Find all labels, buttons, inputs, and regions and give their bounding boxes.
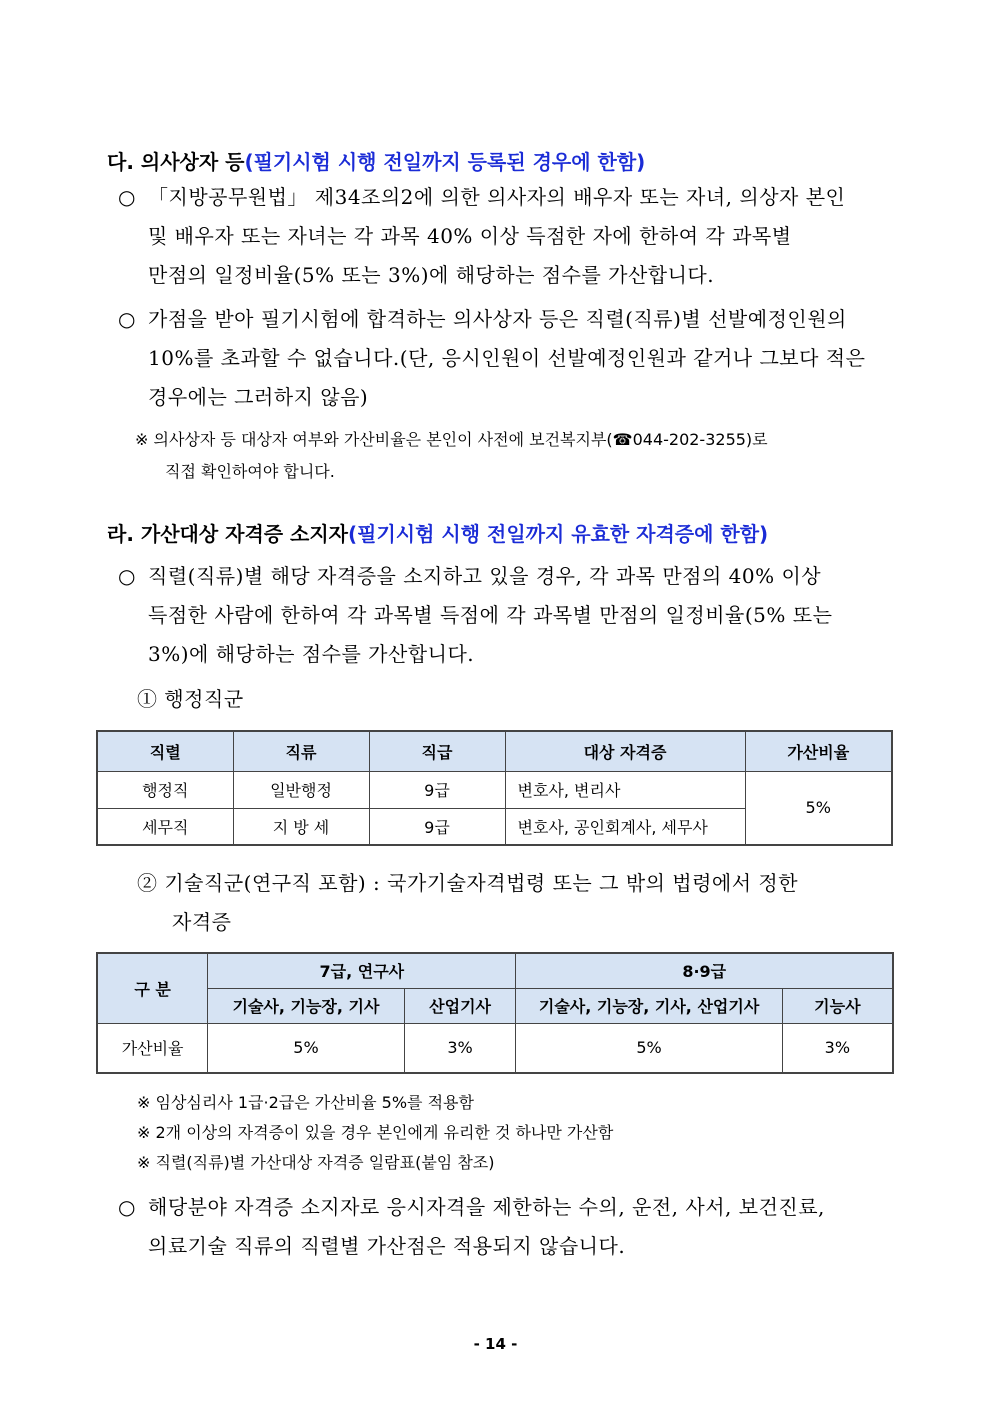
tech-certificate-table — [96, 952, 894, 1074]
section-ra-bullet-1 — [118, 557, 908, 674]
header-cell: 구 분 — [97, 953, 208, 1023]
table-cell: 변호사, 공인회계사, 세무사 — [505, 808, 745, 845]
section-ra-notes — [137, 1088, 907, 1178]
header-cell: 직렬 — [97, 731, 233, 771]
paragraph-line: 「지방공무원법」 제34조의2에 의한 의사자의 배우자 또는 자녀, 의상자 본인 — [148, 185, 846, 209]
page-number: - 14 - — [473, 1335, 518, 1353]
table-cell: 지 방 세 — [233, 808, 369, 845]
table-cell: 5% — [208, 1023, 404, 1073]
bullet-icon: ○ — [118, 564, 136, 588]
bullet-icon: ○ — [118, 1195, 136, 1219]
note-line: ※ 의사상자 등 대상자 여부와 가산비율은 본인이 사전에 보건복지부(☎044-202-3255)로 — [135, 430, 768, 449]
table-cell: 변호사, 변리사 — [505, 771, 745, 808]
section-da-bullet-2 — [118, 300, 908, 417]
header-cell: 기능사 — [782, 988, 893, 1023]
paragraph-line: 득점한 사람에 한하여 각 과목별 득점에 각 과목별 만점의 일정비율(5% 또는 — [148, 603, 833, 627]
paragraph-line: ② 기술직군(연구직 포함) : 국가기술자격법령 또는 그 밖의 법령에서 정한 — [137, 871, 799, 895]
section-da-title-highlight: (필기시험 시행 전일까지 등록된 경우에 한함) — [244, 150, 646, 174]
header-cell: 직류 — [233, 731, 369, 771]
note-line: ※ 임상심리사 1급·2급은 가산비율 5%를 적용함 — [137, 1093, 474, 1112]
table-cell: 가산비율 — [97, 1023, 208, 1073]
table-cell: 9급 — [369, 808, 505, 845]
table-cell: 9급 — [369, 771, 505, 808]
table-row — [97, 771, 892, 808]
table-cell: 3% — [404, 1023, 516, 1073]
note-line: 직접 확인하여야 합니다. — [165, 462, 335, 481]
ratio-cell: 5% — [745, 771, 892, 845]
table-header-row — [97, 988, 893, 1023]
paragraph-line: 해당분야 자격증 소지자로 응시자격을 제한하는 수의, 운전, 사서, 보건진료, — [148, 1195, 825, 1219]
table-cell: 5% — [516, 1023, 782, 1073]
section-ra-heading — [107, 518, 768, 547]
note-line: ※ 2개 이상의 자격증이 있을 경우 본인에게 유리한 것 하나만 가산함 — [137, 1123, 614, 1142]
sub-heading-admin: ① 행정직군 — [137, 687, 244, 711]
note-line: ※ 직렬(직류)별 가산대상 자격증 일람표(붙임 참조) — [137, 1153, 495, 1172]
paragraph-line: 직렬(직류)별 해당 자격증을 소지하고 있을 경우, 각 과목 만점의 40% 이상 — [148, 564, 822, 588]
table-cell: 행정직 — [97, 771, 233, 808]
sub-heading-tech — [137, 864, 907, 942]
table-header-row — [97, 731, 892, 771]
section-ra-title: 라. 가산대상 자격증 소지자 — [107, 522, 349, 546]
header-cell: 산업기사 — [404, 988, 516, 1023]
header-cell: 대상 자격증 — [505, 731, 745, 771]
paragraph-line: 자격증 — [172, 910, 232, 934]
table-header-row — [97, 953, 893, 988]
bullet-icon: ○ — [118, 307, 136, 331]
header-cell: 7급, 연구사 — [208, 953, 516, 988]
table-row — [97, 1023, 893, 1073]
table-cell: 세무직 — [97, 808, 233, 845]
paragraph-line: 경우에는 그러하지 않음) — [148, 385, 369, 409]
admin-certificate-table — [96, 730, 893, 846]
table-cell: 3% — [782, 1023, 893, 1073]
header-cell: 8·9급 — [516, 953, 893, 988]
paragraph-line: 10%를 초과할 수 없습니다.(단, 응시인원이 선발예정인원과 같거나 그보다 적은 — [148, 346, 866, 370]
header-cell: 직급 — [369, 731, 505, 771]
paragraph-line: 3%)에 해당하는 점수를 가산합니다. — [148, 642, 475, 666]
section-ra-title-highlight: (필기시험 시행 전일까지 유효한 자격증에 한함) — [348, 522, 769, 546]
bullet-icon: ○ — [118, 185, 136, 209]
header-cell: 기술사, 기능장, 기사 — [208, 988, 404, 1023]
paragraph-line: 의료기술 직류의 직렬별 가산점은 적용되지 않습니다. — [148, 1234, 626, 1258]
paragraph-line: 가점을 받아 필기시험에 합격하는 의사상자 등은 직렬(직류)별 선발예정인원의 — [148, 307, 847, 331]
section-da-note — [135, 424, 905, 488]
section-da-bullet-1 — [118, 178, 908, 295]
paragraph-line: 및 배우자 또는 자녀는 각 과목 40% 이상 득점한 자에 한하여 각 과목별 — [148, 224, 792, 248]
table-cell: 일반행정 — [233, 771, 369, 808]
header-cell: 가산비율 — [745, 731, 892, 771]
section-da-heading — [107, 146, 645, 175]
section-da-title: 다. 의사상자 등 — [107, 150, 245, 174]
paragraph-line: 만점의 일정비율(5% 또는 3%)에 해당하는 점수를 가산합니다. — [148, 263, 715, 287]
header-cell: 기술사, 기능장, 기사, 산업기사 — [516, 988, 782, 1023]
section-ra-bullet-2 — [118, 1188, 908, 1266]
